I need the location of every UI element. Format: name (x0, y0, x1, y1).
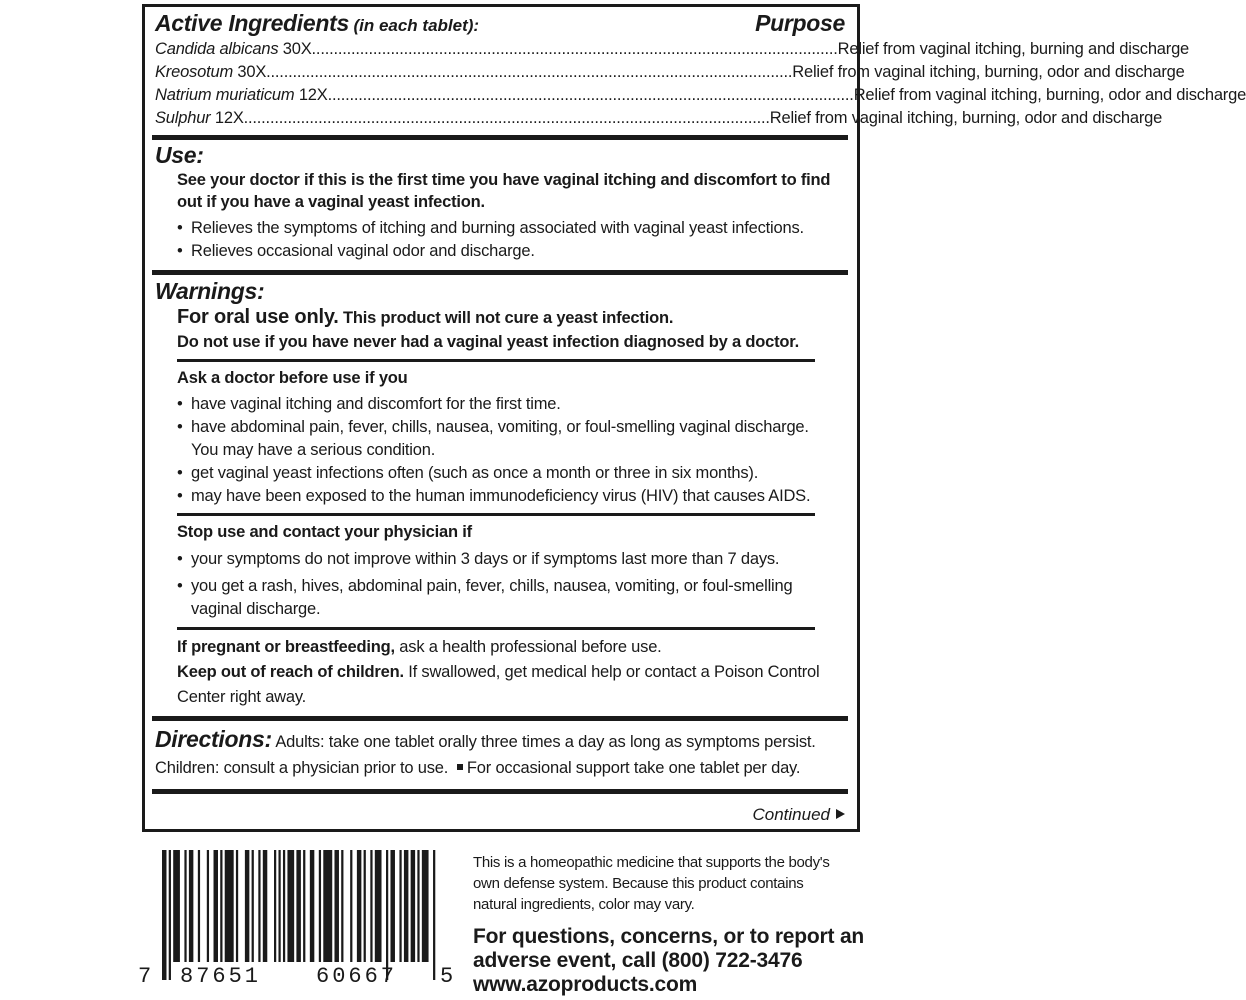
barcode-bar (303, 850, 305, 962)
barcode-bar (263, 850, 267, 962)
section-divider (152, 135, 848, 140)
barcode-bar (390, 850, 394, 962)
purpose-header: Purpose (755, 10, 845, 36)
manufacturer-info (473, 852, 873, 997)
subsection-divider (177, 627, 815, 630)
pregnancy-warning (177, 635, 845, 660)
ingredient-potency: 30X (237, 63, 267, 81)
active-ingredients-subtitle: (in each tablet): (353, 16, 480, 35)
stop-use-bullet: • you get a rash, hives, abdominal pain, fever, chills, nausea, vomiting, or foul-smelling vaginal discharge. (177, 575, 807, 621)
subsection-divider (177, 513, 815, 516)
barcode-bar (404, 850, 408, 962)
barcode-bar (411, 850, 415, 962)
directions-children: Children: consult a physician prior to use. (155, 759, 449, 777)
ingredient-name: Sulphur (155, 109, 211, 127)
homeopathic-note: This is a homeopathic medicine that supports the body's own defense system. Because this product contains natural ingredients, color may vary. (473, 854, 830, 913)
leader-dots: ........................................................................................................................ (311, 40, 838, 58)
directions-adults: Adults: take one tablet orally three times a day as long as symptoms persist. (275, 733, 816, 751)
section-divider (152, 789, 848, 794)
ask-doctor-heading: Ask a doctor before use if you (177, 369, 408, 387)
barcode-bar (341, 850, 343, 962)
barcode-bar (310, 850, 314, 962)
barcode-bars (158, 850, 440, 980)
barcode-group-2: 60667 (316, 964, 398, 989)
ingredient-potency: 12X (214, 109, 244, 127)
barcode-bar (189, 850, 193, 962)
drug-facts-panel (142, 4, 1246, 832)
barcode-bar (433, 850, 435, 980)
ingredient-purpose: Relief from vaginal itching, burning, odor and discharge (792, 63, 1185, 81)
barcode-bar (169, 850, 171, 980)
section-divider (152, 270, 848, 275)
barcode-bar (364, 850, 366, 962)
barcode-bar (207, 850, 209, 962)
square-bullet-icon (457, 764, 463, 770)
ingredient-name: Natrium muriaticum (155, 86, 295, 104)
ingredient-row (155, 61, 1185, 84)
continued-text: Continued (752, 805, 830, 824)
barcode-bar (220, 850, 222, 962)
continued-label (752, 805, 845, 825)
barcode-bar (375, 850, 382, 962)
pregnancy-lead: If pregnant or breastfeeding, (177, 638, 395, 656)
stop-use-bullet: • your symptoms do not improve within 3 days or if symptoms last more than 7 days. (177, 548, 845, 571)
barcode-bar (350, 850, 352, 962)
use-heading: Use: (155, 142, 204, 168)
ingredient-name: Candida albicans (155, 40, 279, 58)
barcode-bar (334, 850, 338, 962)
ingredient-row (155, 84, 1246, 107)
section-divider (152, 716, 848, 721)
ingredient-purpose: Relief from vaginal itching, burning, odor and discharge (769, 109, 1163, 127)
barcode-bar (274, 850, 276, 962)
barcode-bar (278, 850, 280, 962)
active-ingredients-title: Active Ingredients (155, 10, 349, 36)
ingredient-purpose: Relief from vaginal itching, burning and discharge (837, 40, 1190, 58)
barcode-bar (214, 850, 218, 962)
pregnancy-rest: ask a health professional before use. (399, 638, 662, 656)
subsection-divider (177, 359, 815, 362)
oral-use-lead: For oral use only. (177, 306, 339, 328)
ask-doctor-bullet: • may have been exposed to the human immunodeficiency virus (HIV) that causes AIDS. (177, 485, 845, 508)
barcode-bar (283, 850, 285, 962)
use-bullet: • Relieves occasional vaginal odor and discharge. (177, 240, 845, 263)
ingredient-purpose: Relief from vaginal itching, burning, odor and discharge (853, 86, 1246, 104)
barcode-bar (357, 850, 361, 962)
barcode-bar (422, 850, 429, 962)
barcode-bar (417, 850, 419, 962)
barcode-bar (198, 850, 200, 962)
barcode-bar (287, 850, 294, 962)
directions-heading: Directions: (155, 726, 272, 752)
barcode-bar (319, 850, 321, 962)
warnings-heading: Warnings: (155, 278, 265, 304)
barcode-bar (173, 850, 180, 962)
use-intro: See your doctor if this is the first time you have vaginal itching and discomfort to find out if you have a vaginal yeast infection. (177, 171, 831, 211)
barcode-right-digit: 5 (440, 964, 454, 989)
oral-use-rest: This product will not cure a yeast infection. (343, 309, 674, 327)
stop-use-heading: Stop use and contact your physician if (177, 523, 472, 541)
children-lead: Keep out of reach of children. (177, 663, 404, 681)
oral-use-warning (177, 305, 845, 331)
contact-line: For questions, concerns, or to report an adverse event, call (800) 722-3476 (473, 925, 865, 972)
barcode-bar (184, 850, 186, 962)
barcode-bar (399, 850, 401, 962)
barcode-bar (296, 850, 300, 962)
barcode-group-1: 87651 (180, 964, 262, 989)
ingredient-potency: 30X (282, 40, 312, 58)
ingredient-row (155, 107, 1163, 130)
barcode-bar (245, 850, 249, 962)
barcode-bar (386, 850, 388, 980)
leader-dots: ........................................................................................................................ (243, 109, 770, 127)
barcode-bar (236, 850, 238, 962)
ask-doctor-bullet: • have abdominal pain, fever, chills, nausea, vomiting, or foul-smelling vaginal discharge. You may have a serious condition. (177, 416, 817, 462)
upc-barcode (138, 850, 458, 990)
use-bullet: • Relieves the symptoms of itching and burning associated with vaginal yeast infections. (177, 217, 845, 240)
active-ingredients-header (155, 10, 845, 38)
ingredient-name: Kreosotum (155, 63, 233, 81)
ask-doctor-bullet: • have vaginal itching and discomfort for the first time. (177, 393, 845, 416)
do-not-use-warning: Do not use if you have never had a vaginal yeast infection diagnosed by a doctor. (177, 333, 799, 351)
barcode-bar (323, 850, 332, 962)
triangle-right-icon (836, 809, 845, 819)
ask-doctor-bullet: • get vaginal yeast infections often (such as once a month or three in six months). (177, 462, 845, 485)
barcode-left-digit: 7 (138, 964, 152, 989)
children-rest: If swallowed, get medical help or contact a Poison Control Center right away. (177, 663, 820, 706)
barcode-bar (258, 850, 260, 962)
directions-occasional: For occasional support take one tablet per day. (466, 759, 801, 777)
children-warning (177, 660, 837, 710)
ingredient-potency: 12X (298, 86, 328, 104)
leader-dots: ........................................................................................................................ (266, 63, 793, 81)
barcode-bar (162, 850, 166, 980)
barcode-bar (252, 850, 254, 962)
barcode-bar (370, 850, 372, 962)
barcode-bar (225, 850, 234, 962)
ingredient-row (155, 38, 1190, 61)
directions-block (155, 726, 845, 781)
website-link: www.azoproducts.com (473, 973, 698, 996)
leader-dots: ........................................................................................................................ (327, 86, 854, 104)
